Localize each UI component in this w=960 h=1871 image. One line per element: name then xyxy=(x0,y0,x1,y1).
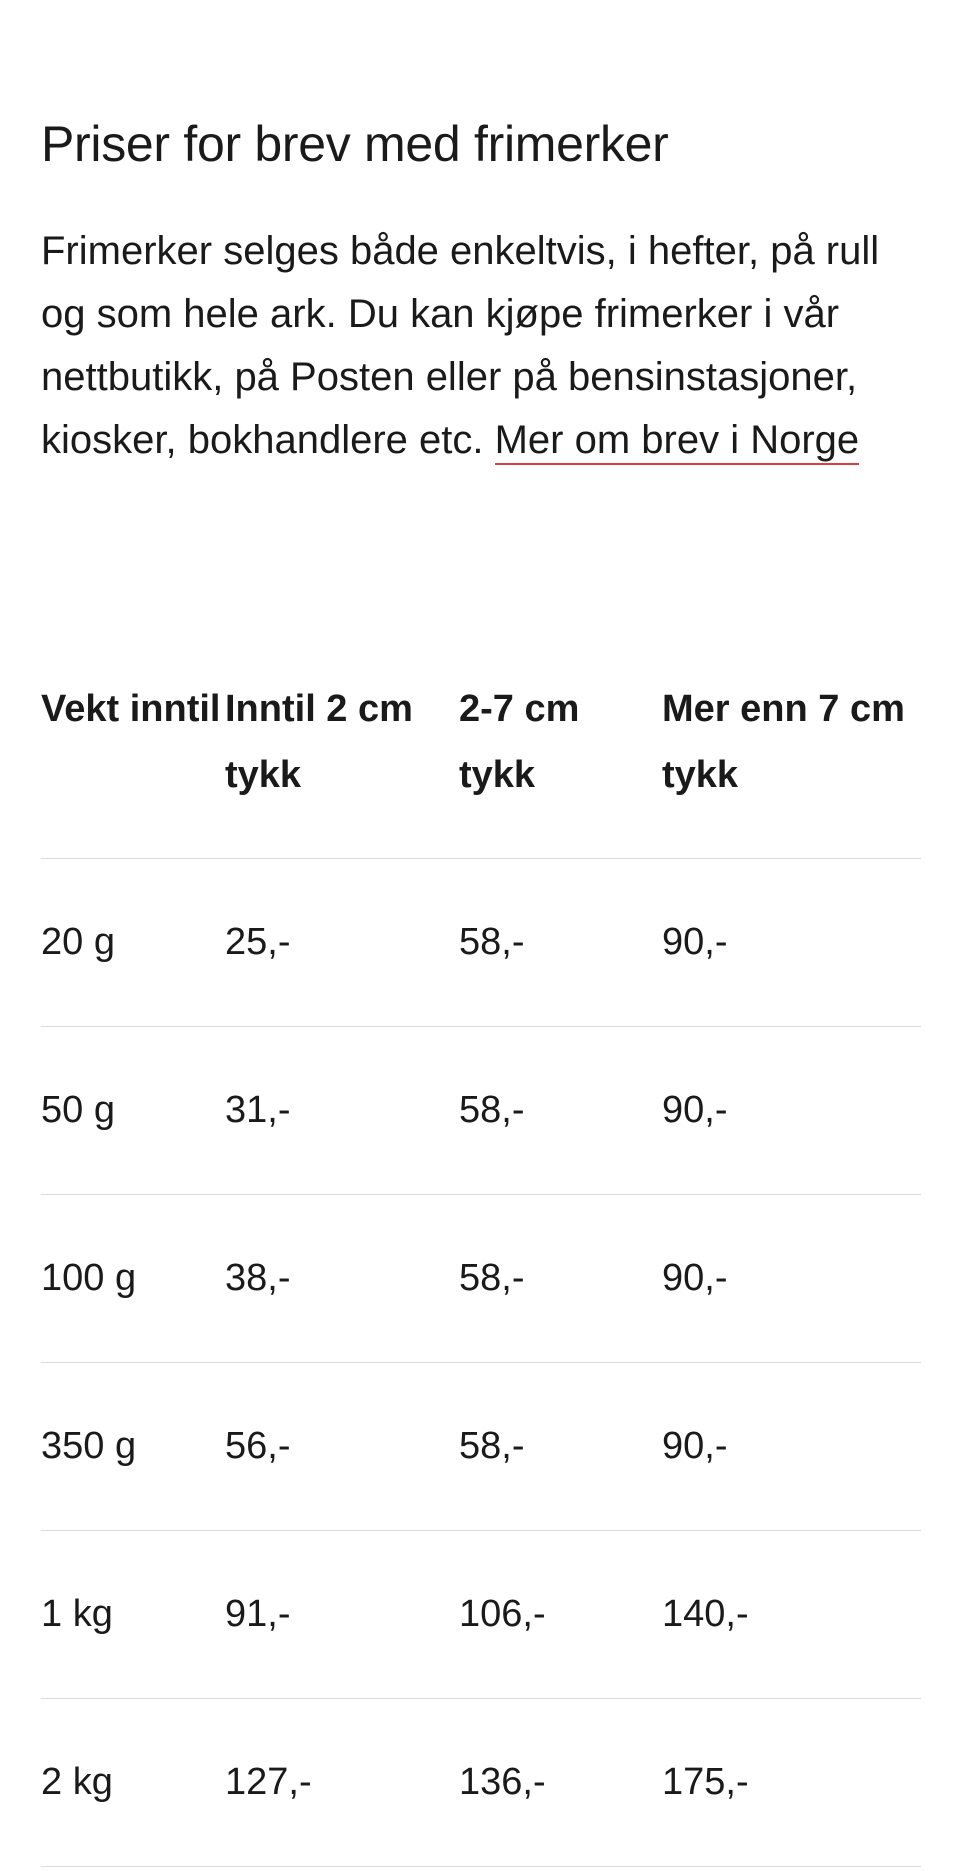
table-row xyxy=(41,1027,921,1195)
cell-price-2-7cm: 106,- xyxy=(459,1531,662,1699)
cell-price-over-7cm: 140,- xyxy=(662,1531,921,1699)
cell-price-2-7cm: 58,- xyxy=(459,1363,662,1531)
intro-paragraph xyxy=(41,220,921,472)
cell-price-up-to-2cm: 127,- xyxy=(225,1699,459,1867)
cell-price-over-7cm: 175,- xyxy=(662,1699,921,1867)
cell-price-over-7cm: 90,- xyxy=(662,1027,921,1195)
header-up-to-2cm: Inntil 2 cm tykk xyxy=(225,676,459,859)
table-row xyxy=(41,1195,921,1363)
cell-price-over-7cm: 90,- xyxy=(662,1363,921,1531)
cell-price-up-to-2cm: 38,- xyxy=(225,1195,459,1363)
cell-price-2-7cm: 58,- xyxy=(459,1027,662,1195)
table-row xyxy=(41,1531,921,1699)
cell-price-up-to-2cm: 56,- xyxy=(225,1363,459,1531)
price-table xyxy=(41,676,921,1867)
cell-price-2-7cm: 58,- xyxy=(459,859,662,1027)
cell-price-2-7cm: 136,- xyxy=(459,1699,662,1867)
header-2-7cm: 2-7 cm tykk xyxy=(459,676,662,859)
table-row xyxy=(41,859,921,1027)
header-weight: Vekt inntil xyxy=(41,676,225,859)
cell-weight: 100 g xyxy=(41,1195,225,1363)
table-header-row xyxy=(41,676,921,859)
intro-text: Frimerker selges både enkeltvis, i hefter, på rull og som hele ark. Du kan kjøpe frimerker i vår nettbutikk, på Posten eller på bensinstasjoner, kiosker, bokhandlere etc. xyxy=(41,229,880,462)
page-title: Priser for brev med frimerker xyxy=(41,116,669,172)
header-over-7cm: Mer enn 7 cm tykk xyxy=(662,676,921,859)
cell-price-up-to-2cm: 91,- xyxy=(225,1531,459,1699)
more-about-letters-link[interactable]: Mer om brev i Norge xyxy=(495,418,860,465)
cell-price-over-7cm: 90,- xyxy=(662,859,921,1027)
cell-weight: 50 g xyxy=(41,1027,225,1195)
table-row xyxy=(41,1699,921,1867)
cell-weight: 2 kg xyxy=(41,1699,225,1867)
cell-weight: 20 g xyxy=(41,859,225,1027)
cell-price-over-7cm: 90,- xyxy=(662,1195,921,1363)
cell-price-up-to-2cm: 31,- xyxy=(225,1027,459,1195)
table-row xyxy=(41,1363,921,1531)
cell-weight: 1 kg xyxy=(41,1531,225,1699)
cell-price-up-to-2cm: 25,- xyxy=(225,859,459,1027)
cell-price-2-7cm: 58,- xyxy=(459,1195,662,1363)
cell-weight: 350 g xyxy=(41,1363,225,1531)
